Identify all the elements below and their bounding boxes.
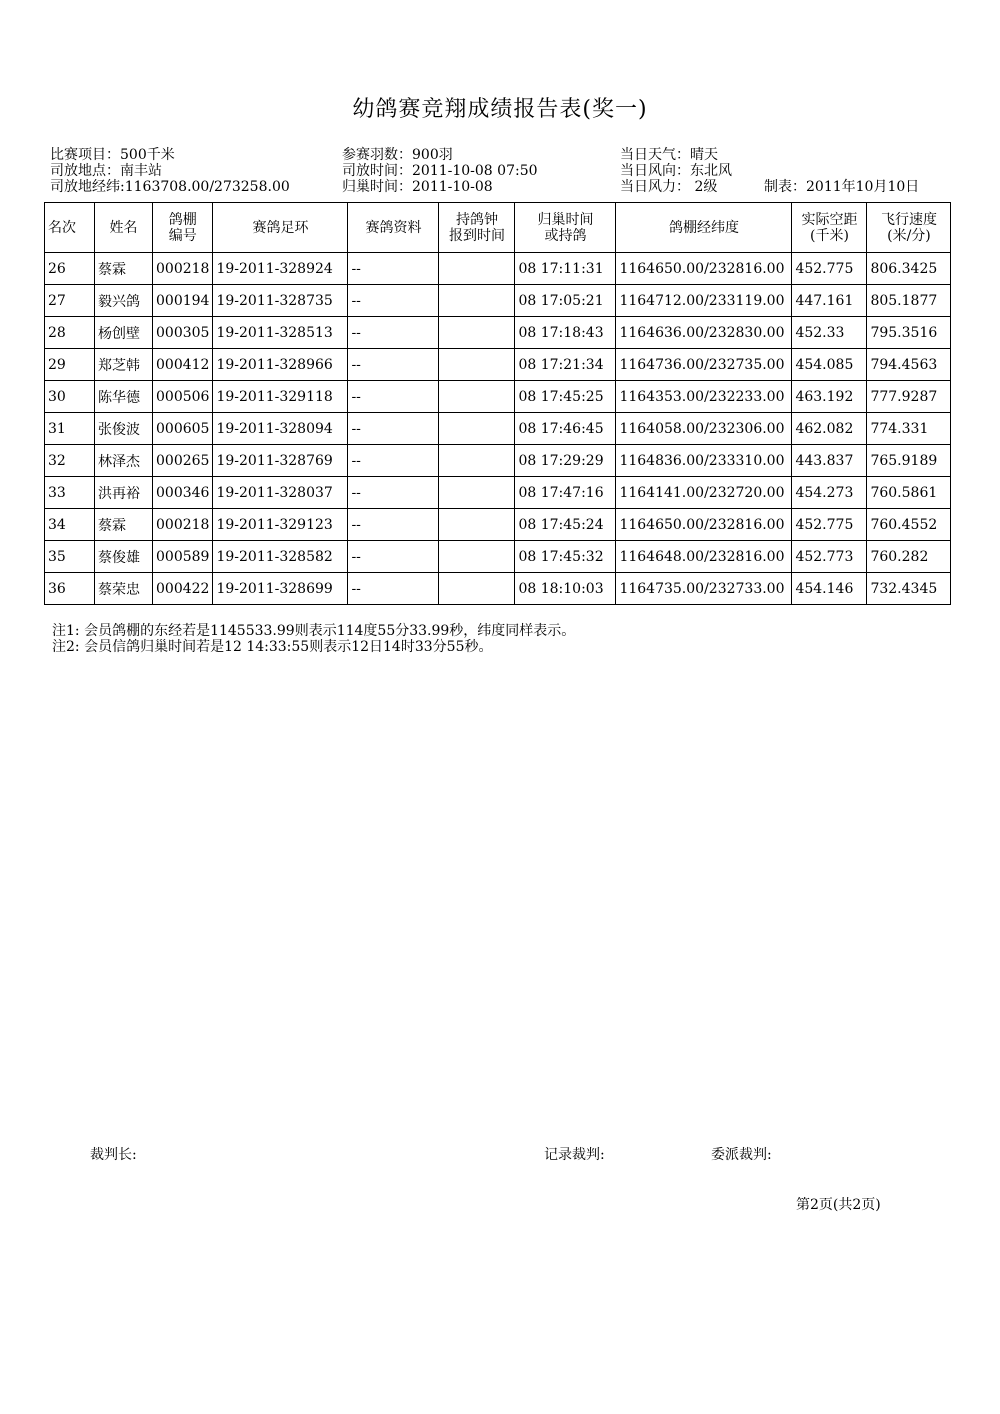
name-cell: 洪再裕 [95, 477, 153, 509]
clock-cell [439, 445, 515, 477]
loft-cell: 000305 [153, 317, 213, 349]
info-cell: -- [348, 285, 439, 317]
coord-cell: 1164735.00/232733.00 [616, 573, 792, 605]
col-speed-line1: 飞行速度 [880, 211, 937, 228]
info-cell: -- [348, 573, 439, 605]
loft-cell: 000589 [153, 541, 213, 573]
ring-cell: 19-2011-328582 [213, 541, 348, 573]
col-clock-line1: 持鸽钟 [455, 211, 498, 228]
table-row [45, 413, 951, 445]
coord-cell: 1164141.00/232720.00 [616, 477, 792, 509]
col-distance [792, 203, 867, 253]
info-cell: -- [348, 445, 439, 477]
entry-count: 参赛羽数：900羽 [342, 147, 453, 163]
clock-cell [439, 349, 515, 381]
col-name: 姓名 [95, 203, 153, 253]
return-cell: 08 17:47:16 [515, 477, 616, 509]
speed-cell: 765.9189 [867, 445, 951, 477]
coord-cell: 1164353.00/232233.00 [616, 381, 792, 413]
loft-cell: 000506 [153, 381, 213, 413]
rank-cell: 32 [45, 445, 95, 477]
clock-cell [439, 573, 515, 605]
speed-cell: 806.3425 [867, 253, 951, 285]
table-row [45, 253, 951, 285]
col-speed [867, 203, 951, 253]
name-cell: 陈华德 [95, 381, 153, 413]
col-speed-line2: (米/分) [887, 227, 931, 244]
return-cell: 08 17:18:43 [515, 317, 616, 349]
info-cell: -- [348, 541, 439, 573]
name-cell: 蔡荣忠 [95, 573, 153, 605]
col-coord: 鸽棚经纬度 [616, 203, 792, 253]
distance-cell: 452.775 [792, 509, 867, 541]
table-row [45, 509, 951, 541]
speed-cell: 794.4563 [867, 349, 951, 381]
clock-cell [439, 317, 515, 349]
coord-cell: 1164650.00/232816.00 [616, 509, 792, 541]
speed-cell: 805.1877 [867, 285, 951, 317]
ring-cell: 19-2011-328769 [213, 445, 348, 477]
ring-cell: 19-2011-328037 [213, 477, 348, 509]
loft-cell: 000346 [153, 477, 213, 509]
table-row [45, 285, 951, 317]
info-cell: -- [348, 381, 439, 413]
rank-cell: 30 [45, 381, 95, 413]
name-cell: 郑芝韩 [95, 349, 153, 381]
name-cell: 蔡霖 [95, 253, 153, 285]
info-cell: -- [348, 253, 439, 285]
col-loft-line2: 编号 [168, 227, 197, 244]
rank-cell: 29 [45, 349, 95, 381]
return-cell: 08 17:46:45 [515, 413, 616, 445]
name-cell: 张俊波 [95, 413, 153, 445]
rank-cell: 35 [45, 541, 95, 573]
ring-cell: 19-2011-328699 [213, 573, 348, 605]
rank-cell: 36 [45, 573, 95, 605]
ring-cell: 19-2011-329118 [213, 381, 348, 413]
ring-cell: 19-2011-328735 [213, 285, 348, 317]
loft-cell: 000412 [153, 349, 213, 381]
note-2: 注2: 会员信鸽归巢时间若是12 14:33:55则表示12日14时33分55秒。 [52, 639, 493, 655]
loft-cell: 000265 [153, 445, 213, 477]
speed-cell: 795.3516 [867, 317, 951, 349]
table-row [45, 317, 951, 349]
info-cell: -- [348, 509, 439, 541]
col-return-line2: 或持鸽 [544, 227, 587, 244]
speed-cell: 760.5861 [867, 477, 951, 509]
loft-cell: 000218 [153, 509, 213, 541]
col-return [515, 203, 616, 253]
table-row [45, 573, 951, 605]
coord-cell: 1164736.00/232735.00 [616, 349, 792, 381]
col-return-line1: 归巢时间 [537, 211, 594, 228]
made-date: 制表：2011年10月10日 [764, 179, 920, 195]
return-cell: 08 17:05:21 [515, 285, 616, 317]
ring-cell: 19-2011-328513 [213, 317, 348, 349]
note-1: 注1: 会员鸽棚的东经若是1145533.99则表示114度55分33.99秒，纬度同样表示。 [52, 623, 576, 639]
ring-cell: 19-2011-328924 [213, 253, 348, 285]
distance-cell: 454.146 [792, 573, 867, 605]
coord-cell: 1164648.00/232816.00 [616, 541, 792, 573]
table-row [45, 349, 951, 381]
report-title: 幼鸽赛竞翔成绩报告表(奖一) [352, 97, 648, 122]
rank-cell: 27 [45, 285, 95, 317]
distance-cell: 443.837 [792, 445, 867, 477]
clock-cell [439, 477, 515, 509]
col-clock [439, 203, 515, 253]
results-table [44, 202, 951, 605]
clock-cell [439, 381, 515, 413]
info-cell: -- [348, 477, 439, 509]
speed-cell: 774.331 [867, 413, 951, 445]
rank-cell: 34 [45, 509, 95, 541]
distance-cell: 463.192 [792, 381, 867, 413]
col-distance-line1: 实际空距 [801, 211, 858, 228]
col-rank: 名次 [45, 203, 95, 253]
coord-cell: 1164650.00/232816.00 [616, 253, 792, 285]
return-cell: 08 18:10:03 [515, 573, 616, 605]
loft-cell: 000194 [153, 285, 213, 317]
return-cell: 08 17:21:34 [515, 349, 616, 381]
chief-judge-label: 裁判长: [90, 1147, 137, 1163]
recording-judge-label: 记录裁判: [544, 1147, 605, 1163]
col-loft [153, 203, 213, 253]
table-row [45, 477, 951, 509]
name-cell: 蔡俊雄 [95, 541, 153, 573]
table-row [45, 381, 951, 413]
rank-cell: 28 [45, 317, 95, 349]
clock-cell [439, 253, 515, 285]
name-cell: 毅兴鸽 [95, 285, 153, 317]
release-time: 司放时间：2011-10-08 07:50 [342, 163, 538, 179]
coord-cell: 1164836.00/233310.00 [616, 445, 792, 477]
weather: 当日天气：晴天 [620, 147, 718, 163]
loft-cell: 000422 [153, 573, 213, 605]
page-indicator: 第2页(共2页) [796, 1197, 881, 1213]
return-cell: 08 17:45:32 [515, 541, 616, 573]
speed-cell: 732.4345 [867, 573, 951, 605]
ring-cell: 19-2011-328966 [213, 349, 348, 381]
loft-cell: 000605 [153, 413, 213, 445]
clock-cell [439, 509, 515, 541]
return-cell: 08 17:29:29 [515, 445, 616, 477]
col-loft-line1: 鸽棚 [168, 211, 197, 228]
col-ring: 赛鸽足环 [213, 203, 348, 253]
info-cell: -- [348, 413, 439, 445]
distance-cell: 454.085 [792, 349, 867, 381]
wind-force: 当日风力： 2级 [620, 179, 718, 195]
release-coordinates: 司放地经纬:1163708.00/273258.00 [50, 179, 290, 195]
info-cell: -- [348, 349, 439, 381]
distance-cell: 452.773 [792, 541, 867, 573]
clock-cell [439, 413, 515, 445]
col-distance-line2: (千米) [809, 227, 849, 244]
col-clock-line2: 报到时间 [448, 227, 505, 244]
name-cell: 杨创壁 [95, 317, 153, 349]
header-row [45, 203, 951, 253]
loft-cell: 000218 [153, 253, 213, 285]
distance-cell: 447.161 [792, 285, 867, 317]
ring-cell: 19-2011-328094 [213, 413, 348, 445]
speed-cell: 777.9287 [867, 381, 951, 413]
clock-cell [439, 541, 515, 573]
distance-cell: 462.082 [792, 413, 867, 445]
coord-cell: 1164058.00/232306.00 [616, 413, 792, 445]
distance-cell: 452.33 [792, 317, 867, 349]
ring-cell: 19-2011-329123 [213, 509, 348, 541]
info-cell: -- [348, 317, 439, 349]
name-cell: 蔡霖 [95, 509, 153, 541]
clock-cell [439, 285, 515, 317]
coord-cell: 1164712.00/233119.00 [616, 285, 792, 317]
return-cell: 08 17:45:25 [515, 381, 616, 413]
speed-cell: 760.282 [867, 541, 951, 573]
release-location: 司放地点：南丰站 [50, 163, 162, 179]
table-row [45, 445, 951, 477]
speed-cell: 760.4552 [867, 509, 951, 541]
col-info: 赛鸽资料 [348, 203, 439, 253]
coord-cell: 1164636.00/232830.00 [616, 317, 792, 349]
rank-cell: 31 [45, 413, 95, 445]
name-cell: 林泽杰 [95, 445, 153, 477]
assigned-judge-label: 委派裁判: [711, 1147, 772, 1163]
wind-direction: 当日风向：东北风 [620, 163, 732, 179]
distance-cell: 454.273 [792, 477, 867, 509]
return-cell: 08 17:45:24 [515, 509, 616, 541]
return-date: 归巢时间：2011-10-08 [342, 179, 493, 195]
race-project: 比赛项目：500千米 [50, 147, 175, 163]
rank-cell: 33 [45, 477, 95, 509]
table-row [45, 541, 951, 573]
rank-cell: 26 [45, 253, 95, 285]
distance-cell: 452.775 [792, 253, 867, 285]
return-cell: 08 17:11:31 [515, 253, 616, 285]
